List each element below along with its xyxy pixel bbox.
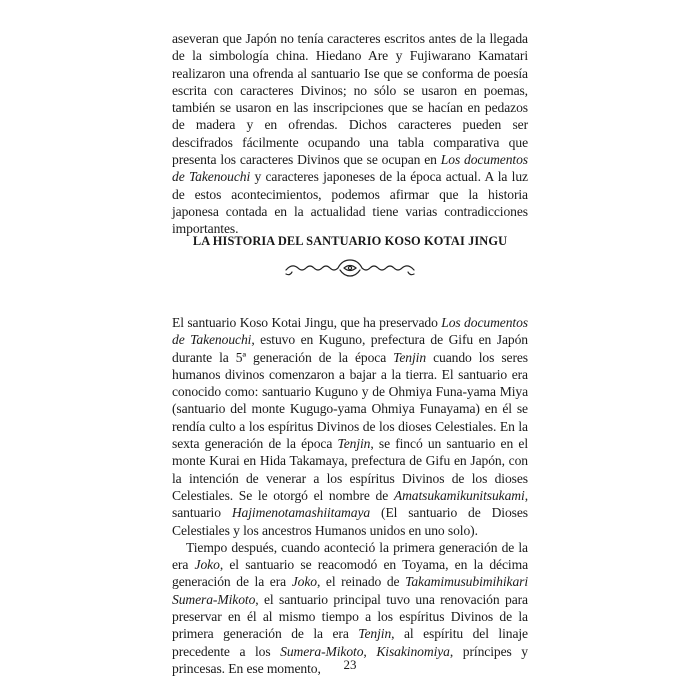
top-paragraph <box>172 30 528 238</box>
text-run: , príncipes y princesas. En ese momento, <box>172 643 528 676</box>
text-run: , al espíritu del linaje precedente a los <box>172 626 528 659</box>
section-title: LA HISTORIA DEL SANTUARIO KOSO KOTAI JINGU <box>192 234 508 248</box>
page-number: 23 <box>343 657 357 672</box>
text-run: (El santuario de Dioses Celestiales y los ancestros Humanos unidos en uno solo). <box>172 505 528 538</box>
italic-run: Sumera-Mikoto <box>280 643 364 659</box>
italic-run: Tenjin <box>358 626 392 642</box>
decorative-ornament-icon <box>282 256 418 280</box>
text-run: Tiempo después, cuando aconteció la primera generación de la era <box>172 539 528 573</box>
text-run: , el santuario principal tuvo una renovación para preservar en él al mismo tiempo a los espíritus Divinos de la primera generación de la era <box>172 591 528 642</box>
text-run: , el santuario se reacomodó en Toyama, en la décima generación de la era <box>172 557 529 590</box>
main-text <box>172 314 528 677</box>
italic-run: Tenjin <box>337 436 371 452</box>
text-run: , <box>363 643 377 659</box>
italic-run: Hajimenotamashiitamaya <box>231 505 371 521</box>
italic-run: Joko <box>291 574 317 590</box>
italic-run: Joko <box>194 557 220 573</box>
paragraph <box>172 314 528 539</box>
text-run: , se fincó un santuario en el monte Kurai en Hida Takamaya, prefectura de Gifu en Japón, con la intención de venerar a los espíritus Divinos de los dioses Celestiales. Se le otorgó el nombre de <box>172 436 528 503</box>
text-run: , santuario <box>172 487 528 521</box>
italic-run: Takamimusubimihikari Sumera-Mikoto <box>172 574 529 607</box>
text-run: El santuario Koso Kotai Jingu, que ha preservado <box>172 315 442 330</box>
italic-run: Kisakinomiya <box>376 643 450 659</box>
italic-run: Los documentos de Takenouchi <box>172 315 528 348</box>
italic-run: Tenjin <box>393 349 427 365</box>
italic-run: Amatsukamikunitsukami <box>393 487 525 503</box>
text-run: y caracteres japoneses de la época actual. A la luz de estos acontecimientos, podemos afirmar que la historia japonesa contada en la actualidad tiene varias contradicciones importantes. <box>172 169 528 237</box>
text-run: aseveran que Japón no tenía caracteres escritos antes de la llegada de la simbología china. Hiedano Are y Fujiwarano Kamatari realizaron una ofrenda al santuario Ise que se conforma de poesía escrita con caracteres Divinos; no sólo se usaron en poemas, también se usaron en las inscripciones que se hacían en pedazos de madera y en ofrendas. Dichos caracteres pueden ser descifrados fácilmente ocupando una tabla comparativa que presenta los caracteres Divinos que se ocupan en <box>172 31 528 168</box>
text-run: , estuvo en Kuguno, prefectura de Gifu en Japón durante la 5ª generación de la época <box>172 332 528 365</box>
text-run: , el reinado de <box>316 574 406 590</box>
text-run: cuando los seres humanos divinos comenzaron a bajar a la tierra. El santuario era conocido como: santuario Kuguno y de Ohmiya Funa-yama Miya (santuario del monte Kugugo-yama Ohmiya Funayama) en él se rendía culto a los espíritus Divinos de los dioses Celestiales. En la sexta generación de la época <box>172 349 528 452</box>
italic-run: Los documentos de Takenouchi <box>172 152 528 185</box>
